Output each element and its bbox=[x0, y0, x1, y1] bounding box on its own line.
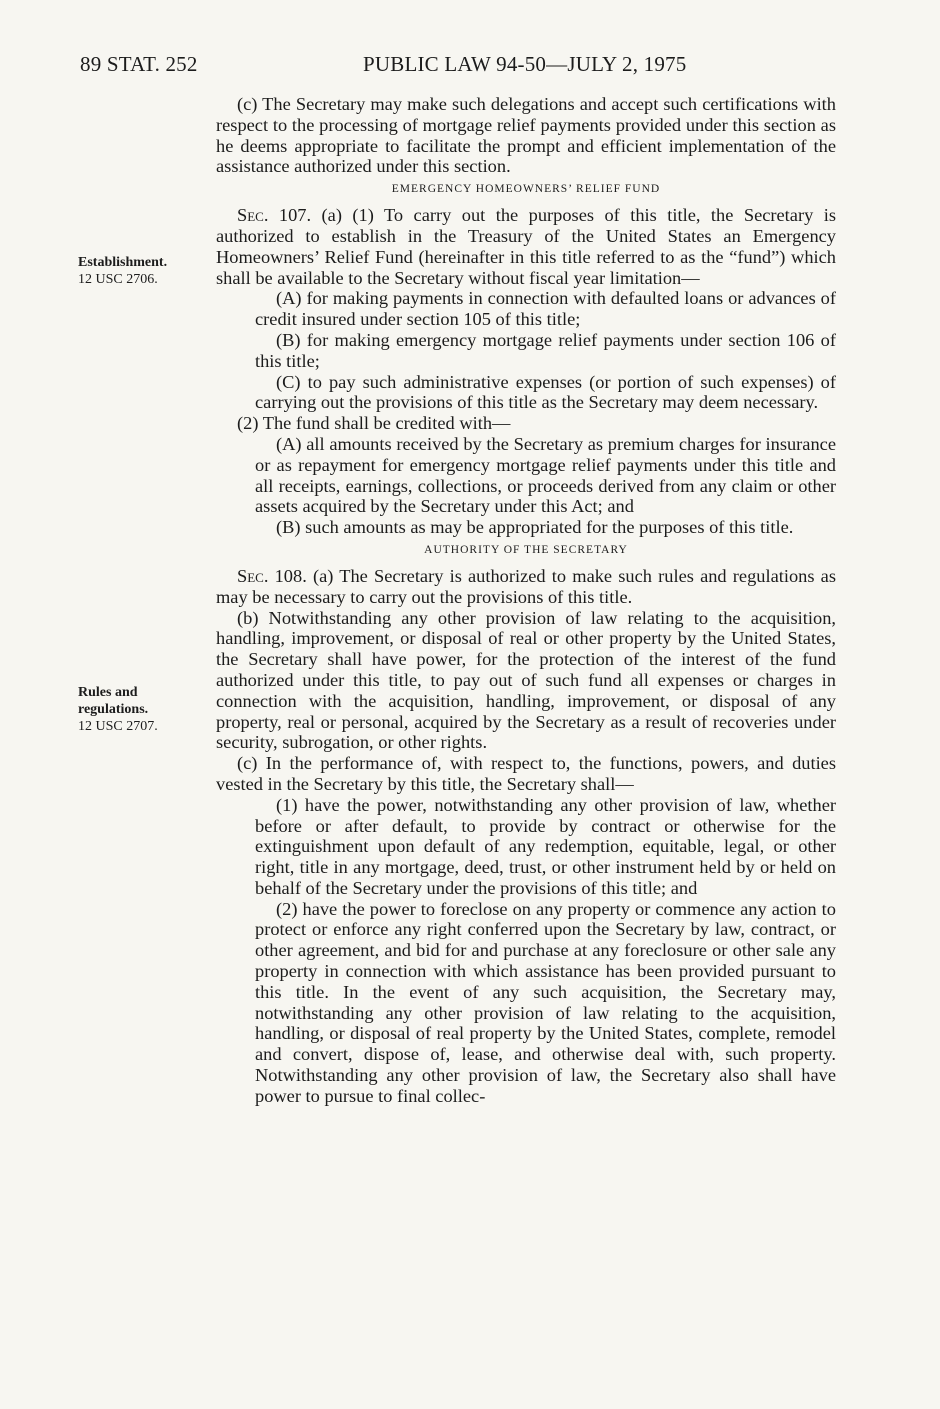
section-108-c1: (1) have the power, notwithstanding any other provision of law, whether before or after default, to provide by contract or otherwise for the extinguishment upon default of any redemption, equitable, legal, or other right, title in any mortgage, deed, trust, or other instrument held by or held on behalf of the Secretary under the provisions of this title; and bbox=[255, 794, 836, 898]
document-body bbox=[216, 94, 836, 1107]
section-label: Sec. 108. bbox=[237, 565, 307, 586]
section-108-a bbox=[216, 566, 836, 608]
section-107-a1-text: (a) (1) To carry out the purposes of this title, the Secretary is authorized to establish in the Treasury of the United States an Emergency Homeowners’ Relief Fund (hereinafter in this title referred to as the “fund”) which shall be available to the Secretary without fiscal year limitation— bbox=[216, 205, 836, 288]
page-title: PUBLIC LAW 94-50—JULY 2, 1975 bbox=[363, 52, 687, 76]
margin-note-label: Establishment. bbox=[78, 255, 168, 270]
section-heading-fund: EMERGENCY HOMEOWNERS’ RELIEF FUND bbox=[391, 183, 661, 196]
section-108-b: (b) Notwithstanding any other provision of law relating to the acquisition, handling, improvement, or disposal of real or other property by the United States, the Secretary shall have power, for the protection of the interest of the fund authorized under this title, to pay out of such fund all expenses or charges in connection with the acquisition, handling, improvement, or disposal of any property, real or personal, acquired by the Secretary as a result of recoveries under security, subrogation, or other rights. bbox=[216, 607, 836, 753]
section-108-c2: (2) have the power to foreclose on any property or commence any action to protect or enforce any right conferred upon the Secretary by law, contract, or other agreement, and bid for and purchase at any foreclosure or other sale any property in connection with which assistance has been provided pursuant to this title. In the event of any such acquisition, the Secretary may, notwithstanding any other provision of law relating to the acquisition, handling, or disposal of real property by the United States, complete, remodel and convert, dispose of, lease, and otherwise deal with, such property. Notwithstanding any other provision of law, the Secretary also shall have power to pursue to final collec- bbox=[255, 898, 836, 1106]
margin-note-citation: 12 USC 2706. bbox=[78, 272, 158, 287]
section-107-a1-B: (B) for making emergency mortgage relief payments under section 106 of this title; bbox=[255, 329, 836, 371]
section-108-c: (c) In the performance of, with respect to, the functions, powers, and duties vested in the Secretary by this title, the Secretary shall— bbox=[216, 753, 836, 794]
margin-note-citation: 12 USC 2707. bbox=[78, 719, 158, 734]
paragraph-c-delegations: (c) The Secretary may make such delegations and accept such certifications with respect to the processing of mortgage relief payments provided under this section as he deems appropriate to facilitate the prompt and efficient implementation of the assistance authorized under this section. bbox=[216, 94, 836, 177]
margin-note-establishment bbox=[78, 254, 167, 288]
margin-note-label: Rules and bbox=[78, 685, 138, 700]
section-107-a2: (2) The fund shall be credited with— bbox=[237, 413, 511, 434]
section-107-a1-C: (C) to pay such administrative expenses (or portion of such expenses) of carrying out the provisions of this title as the Secretary may deem necessary. bbox=[255, 371, 836, 413]
margin-note-rules bbox=[78, 684, 158, 735]
section-label: Sec. 107. bbox=[237, 205, 312, 226]
section-107-a2-B: (B) such amounts as may be appropriated for the purposes of this title. bbox=[276, 517, 794, 538]
section-107-a1 bbox=[216, 205, 836, 288]
section-107-a2-A: (A) all amounts received by the Secretary as premium charges for insurance or as repayment for emergency mortgage relief payments under this title and all receipts, earnings, collections, or proceeds derived from any claim or other assets acquired by the Secretary under this Act; and bbox=[255, 433, 836, 517]
section-107-a1-A: (A) for making payments in connection with defaulted loans or advances of credit insured under section 105 of this title; bbox=[255, 288, 836, 330]
statute-reference: 89 STAT. 252 bbox=[80, 52, 198, 76]
section-heading-authority: AUTHORITY OF THE SECRETARY bbox=[424, 543, 628, 556]
margin-note-label: regulations. bbox=[78, 702, 149, 717]
section-108-a-text: (a) The Secretary is authorized to make such rules and regulations as may be necessary to carry out the provisions of this title. bbox=[216, 565, 836, 607]
